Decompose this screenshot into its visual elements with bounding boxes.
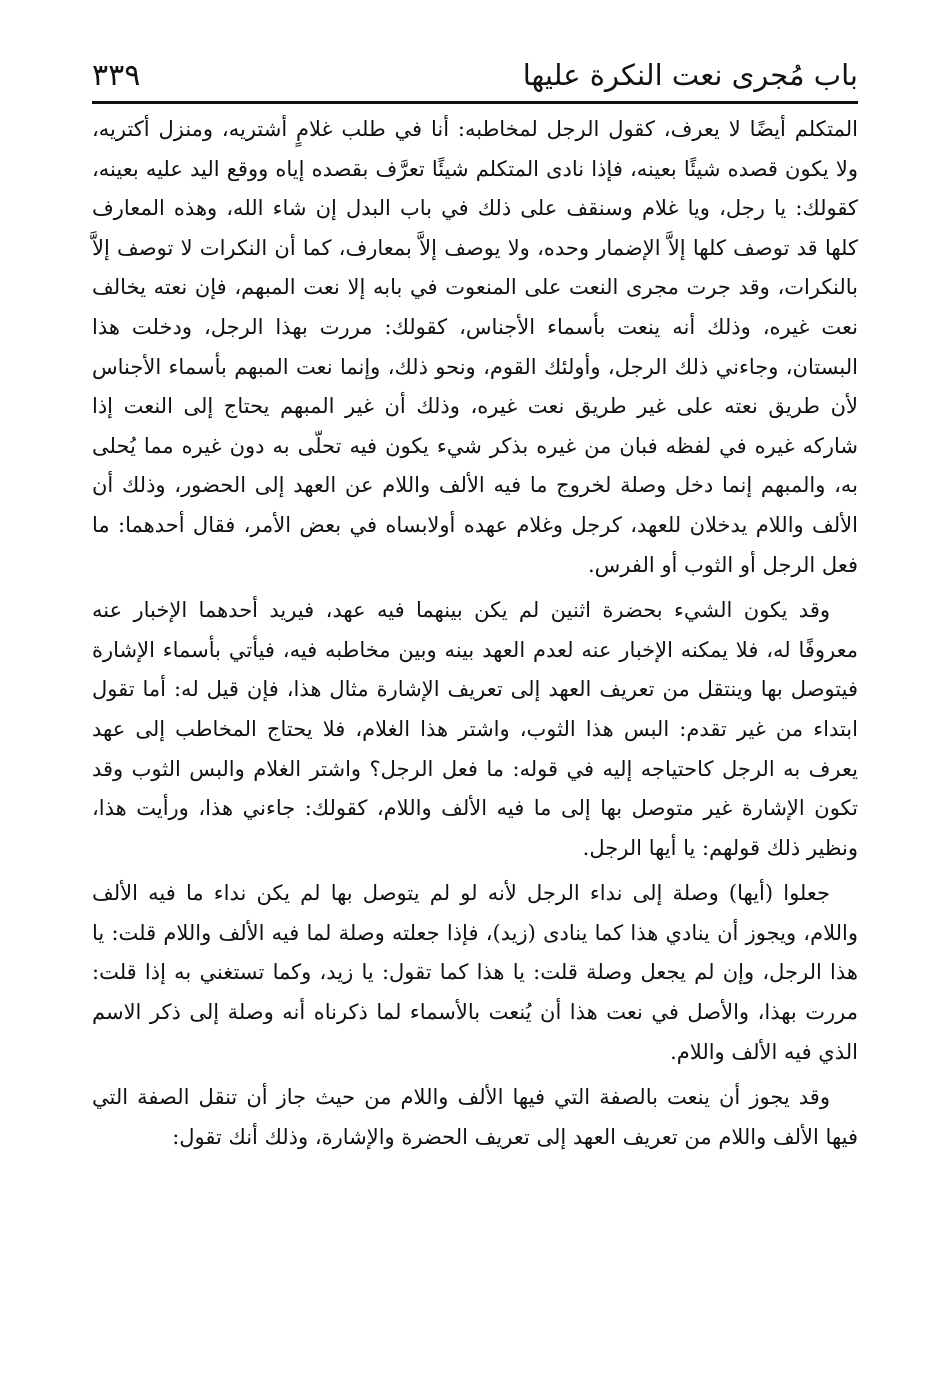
page-header <box>92 52 858 98</box>
page-number: ٣٣٩ <box>92 57 141 93</box>
paragraph-1: المتكلم أيضًا لا يعرف، كقول الرجل لمخاطبه: أنا في طلب غلامٍ أشتريه، ومنزل أكتريه، ولا يكون قصده شيئًا بعينه، فإذا نادى المتكلم شيئًا تعرَّف بقصده إياه ووقع اليد عليه بعينه، كقولك: يا رجل، ويا غلام وسنقف على ذلك في باب البدل إن شاء الله، وهذه المعارف كلها قد توصف كلها إلاَّ الإضمار وحده، ولا يوصف إلاَّ بمعارف، كما أن النكرات لا توصف إلاَّ بالنكرات، وقد جرت مجرى النعت على المنعوت في بابه إلا نعت المبهم، فإن نعته يخالف نعت غيره، وذلك أنه ينعت بأسماء الأجناس، كقولك: مررت بهذا الرجل، ودخلت هذا البستان، وجاءني ذلك الرجل، وأولئك القوم، ونحو ذلك، وإنما نعت المبهم بأسماء الأجناس لأن طريق نعته على غير طريق نعت غيره، وذلك أن غير المبهم يحتاج إلى النعت إذا شاركه غيره في لفظه فبان من غيره بذكر شيء يكون فيه تحلّى به دون غيره مما يُحلى به، والمبهم إنما دخل وصلة لخروج ما فيه الألف واللام عن العهد إلى الحضور، وذلك أن الألف واللام يدخلان للعهد، كرجل وغلام عهده أولابساه في بعض الأمر، فقال أحدهما: ما فعل الرجل أو الثوب أو الفرس. <box>92 117 858 577</box>
header-rule <box>92 101 858 104</box>
paragraph-4: وقد يجوز أن ينعت بالصفة التي فيها الألف واللام من حيث جاز أن تنقل الصفة التي فيها الألف واللام من تعريف العهد إلى تعريف الحضرة والإشارة، وذلك أنك تقول: <box>92 1085 858 1149</box>
paragraph-2: وقد يكون الشيء بحضرة اثنين لم يكن بينهما فيه عهد، فيريد أحدهما الإخبار عنه معروفًا له، فلا يمكنه الإخبار عنه لعدم العهد بينه وبين مخاطبه فيه، فيأتي بأسماء الإشارة فيتوصل بها وينتقل من تعريف العهد إلى تعريف الإشارة مثال هذا، فإن قيل له: أما تقول ابتداء من غير تقدم: البس هذا الثوب، واشتر هذا الغلام، فلا يحتاج المخاطب إلى عهد يعرف به الرجل كاحتياجه إليه في قوله: ما فعل الرجل؟ واشتر الغلام والبس الثوب وقد تكون الإشارة غير متوصل بها إلى ما فيه الألف واللام، كقولك: جاءني هذا، ورأيت هذا، ونظير ذلك قولهم: يا أيها الرجل. <box>92 598 858 860</box>
paragraph-3: جعلوا (أيها) وصلة إلى نداء الرجل لأنه لو لم يتوصل بها لم يكن نداء ما فيه الألف واللام، ويجوز أن ينادي هذا كما ينادى (زيد)، فإذا جعلته وصلة لما فيه الألف واللام قلت: يا هذا الرجل، وإن لم يجعل وصلة قلت: يا هذا كما تقول: يا زيد، وكما تستغني به إذا قلت: مررت بهذا، والأصل في نعت هذا أن يُنعت بالأسماء لما ذكرناه أنه وصلة إلى ذكر الاسم الذي فيه الألف واللام. <box>92 881 858 1064</box>
running-title: باب مُجرى نعت النكرة عليها <box>522 58 858 92</box>
body-text <box>92 110 858 1163</box>
